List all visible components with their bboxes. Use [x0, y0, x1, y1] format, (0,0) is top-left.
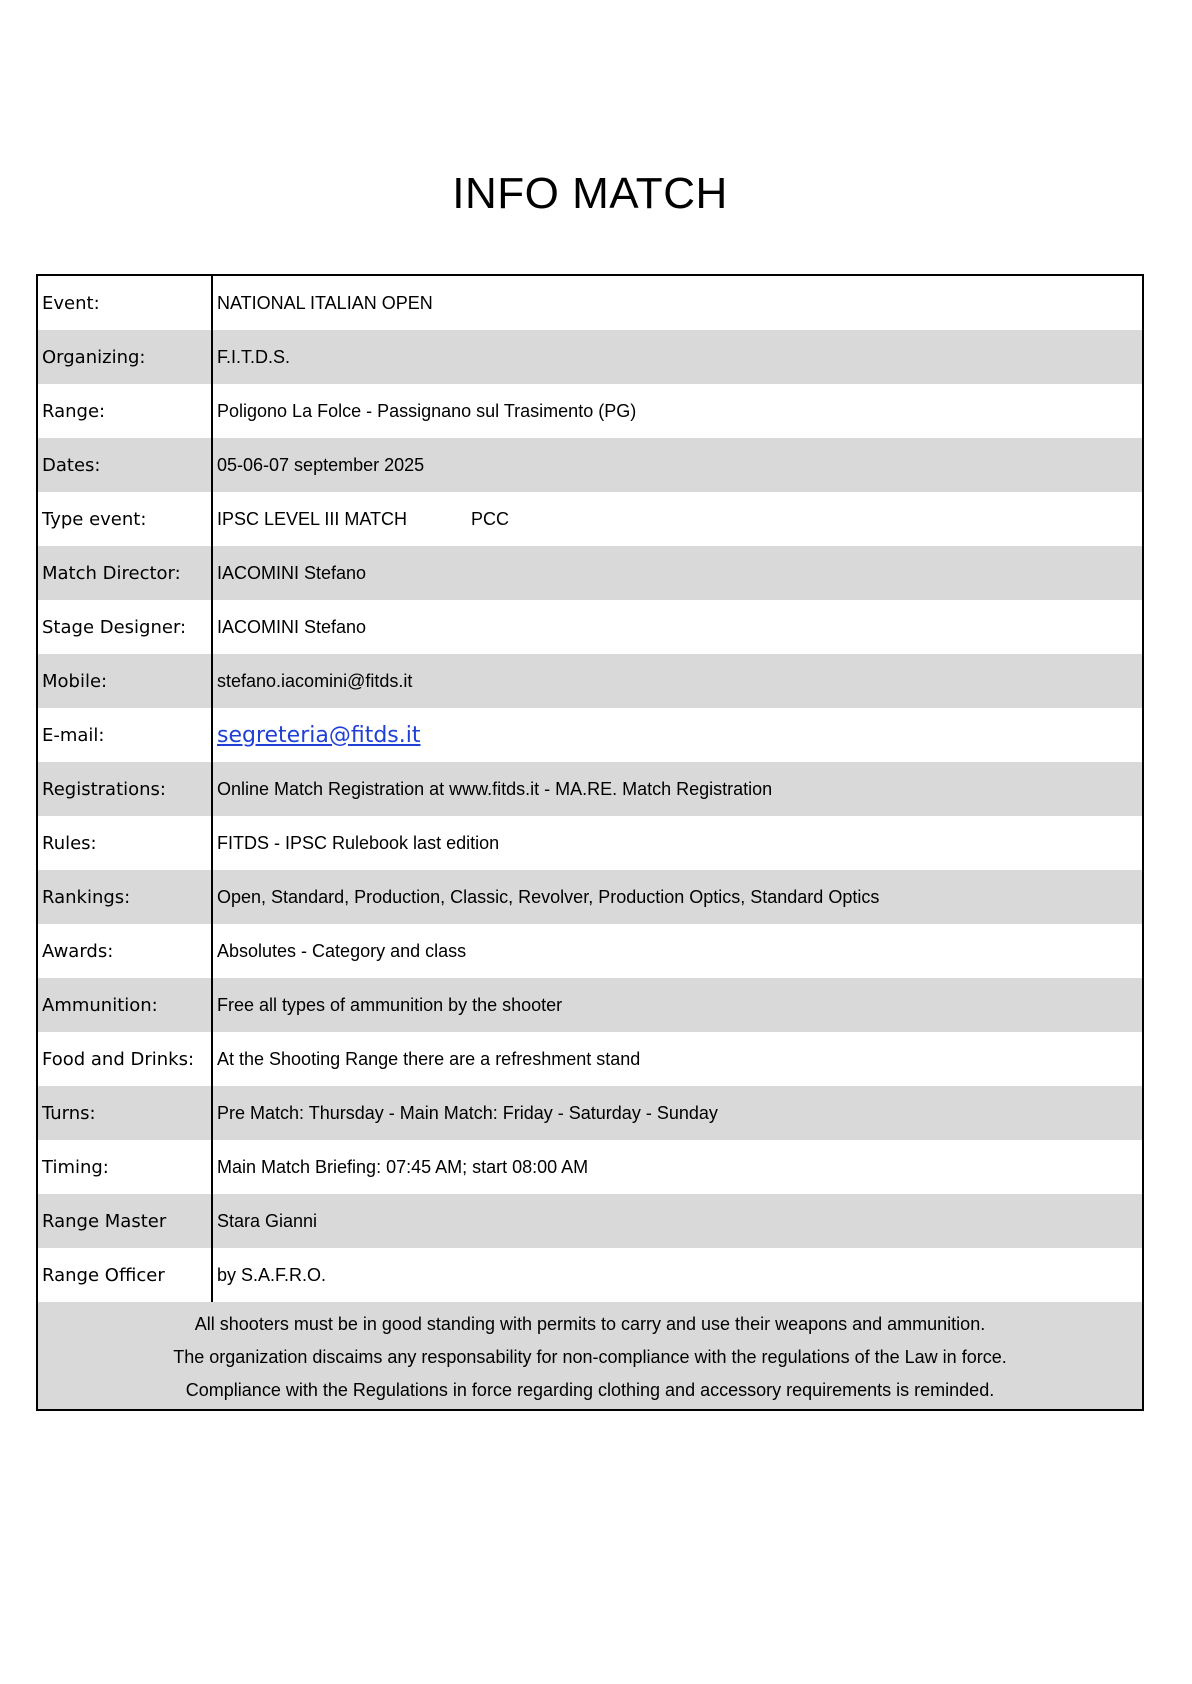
- table-row-range: [38, 384, 1142, 438]
- table-row-registrations: [38, 762, 1142, 816]
- table-row-mobile: [38, 654, 1142, 708]
- table-row-ammunition: [38, 978, 1142, 1032]
- row-value: 05-06-07 september 2025: [217, 454, 425, 475]
- page-title: INFO MATCH: [452, 169, 728, 218]
- row-label: Range Master: [38, 1194, 213, 1248]
- row-value: Absolutes - Category and class: [217, 940, 467, 961]
- row-value: At the Shooting Range there are a refreshment stand: [217, 1048, 641, 1069]
- row-label: Ammunition:: [38, 978, 213, 1032]
- table-row-type-event: [38, 492, 1142, 546]
- table-row-match-director: [38, 546, 1142, 600]
- row-value: IACOMINI Stefano: [217, 562, 367, 583]
- row-value: FITDS - IPSC Rulebook last edition: [217, 832, 500, 853]
- table-row-stage-designer: [38, 600, 1142, 654]
- row-label: Organizing:: [38, 330, 213, 384]
- row-value: [213, 708, 1142, 762]
- row-value: Poligono La Folce - Passignano sul Trasimento (PG): [217, 400, 637, 421]
- row-label: Rankings:: [38, 870, 213, 924]
- table-row-range-master: [38, 1194, 1142, 1248]
- type-event-level: IPSC LEVEL III MATCH: [217, 508, 408, 529]
- row-label: Stage Designer:: [38, 600, 213, 654]
- table-row-dates: [38, 438, 1142, 492]
- table-row-turns: [38, 1086, 1142, 1140]
- table-row-email: [38, 708, 1142, 762]
- row-value: Open, Standard, Production, Classic, Revolver, Production Optics, Standard Optics: [217, 886, 880, 907]
- table-row-organizing: [38, 330, 1142, 384]
- table-row-awards: [38, 924, 1142, 978]
- row-value: Main Match Briefing: 07:45 AM; start 08:00 AM: [217, 1156, 589, 1177]
- row-label: Range:: [38, 384, 213, 438]
- row-label: Rules:: [38, 816, 213, 870]
- row-value: by S.A.F.R.O.: [217, 1264, 327, 1285]
- type-event-division: PCC: [471, 508, 510, 529]
- row-label: Turns:: [38, 1086, 213, 1140]
- row-label: Match Director:: [38, 546, 213, 600]
- row-value: Pre Match: Thursday - Main Match: Friday - Saturday - Sunday: [217, 1102, 718, 1123]
- footer-note: The organization discaims any responsability for non-compliance with the regulations of the Law in force.: [173, 1347, 1007, 1367]
- row-label: Food and Drinks:: [38, 1032, 213, 1086]
- row-value: Stara Gianni: [217, 1210, 318, 1231]
- row-label: Registrations:: [38, 762, 213, 816]
- row-value: Free all types of ammunition by the shooter: [217, 994, 563, 1015]
- row-value: [213, 492, 1142, 546]
- row-label: Dates:: [38, 438, 213, 492]
- row-value: NATIONAL ITALIAN OPEN: [217, 292, 433, 313]
- table-row-rules: [38, 816, 1142, 870]
- table-row-range-officer: [38, 1248, 1142, 1302]
- table-row-event: [38, 276, 1142, 330]
- row-value: Online Match Registration at www.fitds.it - MA.RE. Match Registration: [217, 778, 773, 799]
- row-label: Range Officer: [38, 1248, 213, 1302]
- footer-note: All shooters must be in good standing with permits to carry and use their weapons and ammunition.: [194, 1314, 986, 1334]
- table-row-timing: [38, 1140, 1142, 1194]
- row-label: Timing:: [38, 1140, 213, 1194]
- info-match-table: [36, 274, 1144, 1411]
- row-label: Awards:: [38, 924, 213, 978]
- row-value: F.I.T.D.S.: [217, 346, 291, 367]
- footer-notes: [38, 1302, 1142, 1409]
- table-row-rankings: [38, 870, 1142, 924]
- row-label: Type event:: [38, 492, 213, 546]
- row-label: Event:: [38, 276, 213, 330]
- row-label: E-mail:: [38, 708, 213, 762]
- email-link[interactable]: segreteria@fitds.it: [217, 722, 421, 748]
- row-label: Mobile:: [38, 654, 213, 708]
- table-row-food-and-drinks: [38, 1032, 1142, 1086]
- row-value: IACOMINI Stefano: [217, 616, 367, 637]
- row-value: stefano.iacomini@fitds.it: [217, 670, 413, 691]
- footer-note: Compliance with the Regulations in force regarding clothing and accessory requirements is reminded.: [185, 1380, 995, 1400]
